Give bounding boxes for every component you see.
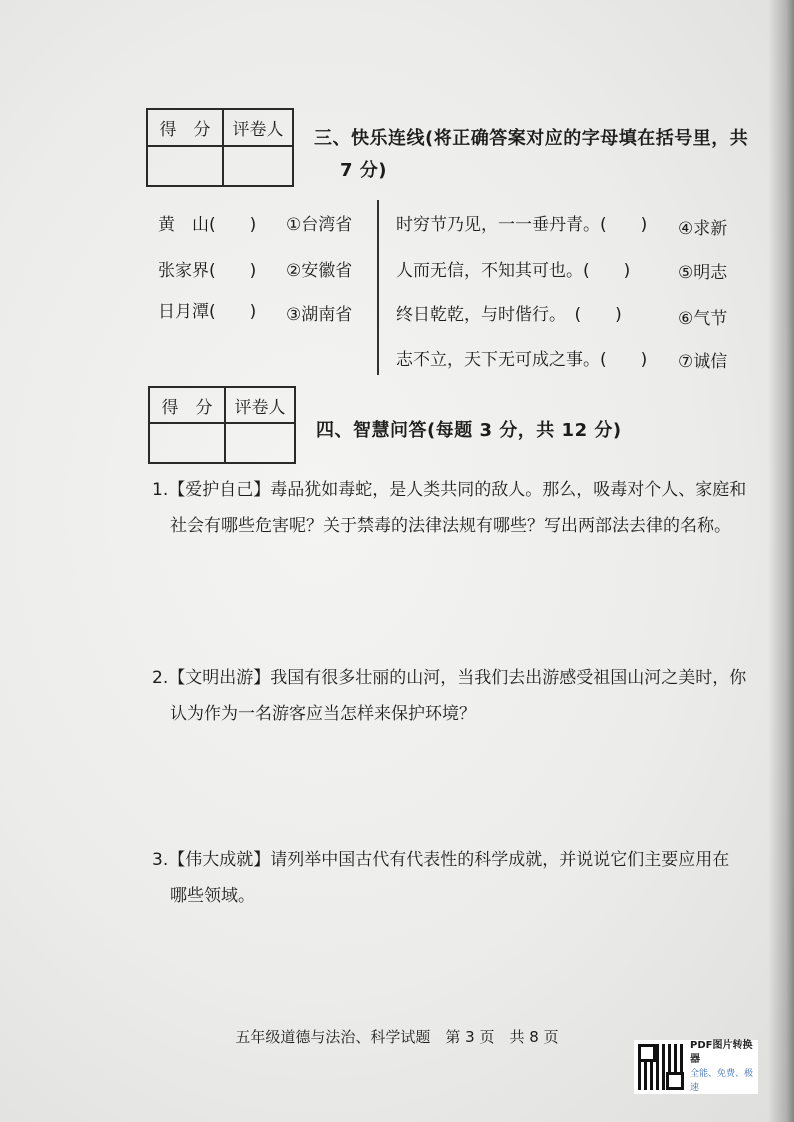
watermark-title: PDF图片转换器 — [690, 1040, 753, 1065]
score-box-section3 — [146, 108, 294, 187]
match-left-province-2: ②安徽省 — [286, 261, 353, 281]
match-left-place-2: 张家界( ) — [158, 261, 257, 281]
score-label: 得 分 — [149, 387, 225, 423]
question-3-line2: 哪些领域。 — [170, 886, 255, 906]
match-right-sentence-3: 终日乾乾，与时偕行。 ( ) — [396, 305, 622, 325]
grader-label: 评卷人 — [223, 109, 293, 146]
grader-label: 评卷人 — [225, 387, 295, 423]
question-1 — [152, 472, 752, 544]
match-left-province-1: ①台湾省 — [286, 215, 353, 235]
question-2 — [152, 660, 752, 732]
section3-title-line1: 三、快乐连线(将正确答案对应的字母填在括号里，共 — [314, 128, 749, 149]
match-right-theme-4: ⑦诚信 — [678, 352, 728, 372]
converter-watermark — [634, 1040, 758, 1094]
match-right-sentence-2: 人而无信，不知其可也。( ) — [396, 261, 631, 281]
question-2-line1: 2.【文明出游】我国有很多壮丽的山河，当我们去出游感受祖国山河之美时，你 — [152, 668, 747, 688]
answer-area-1[interactable] — [150, 545, 750, 655]
match-right-sentence-1: 时穷节乃见，一一垂丹青。( ) — [396, 215, 648, 235]
section4-title: 四、智慧问答(每题 3 分，共 12 分) — [316, 420, 622, 441]
score-box-section4 — [148, 386, 296, 464]
answer-area-3[interactable] — [150, 915, 750, 1015]
section3-title-line2: 7 分) — [340, 160, 388, 181]
answer-area-2[interactable] — [150, 735, 750, 835]
score-cell[interactable] — [149, 423, 225, 463]
question-2-line2: 认为作为一名游客应当怎样来保护环境？ — [170, 704, 476, 724]
score-cell[interactable] — [147, 146, 223, 186]
match-left-place-3: 日月潭( ) — [158, 302, 257, 322]
match-right-sentence-4: 志不立，天下无可成之事。( ) — [396, 350, 648, 370]
match-right-theme-2: ⑤明志 — [678, 263, 728, 283]
qr-code-icon — [638, 1044, 684, 1090]
page-edge-shadow — [768, 0, 794, 1122]
match-left-place-1: 黄 山( ) — [158, 215, 257, 235]
grader-cell[interactable] — [223, 146, 293, 186]
match-right-theme-1: ④求新 — [678, 219, 728, 239]
page-footer: 五年级道德与法治、科学试题 第 3 页 共 8 页 — [235, 1028, 559, 1046]
watermark-subtitle: 全能、免费、极速 — [690, 1069, 754, 1093]
question-3-line1: 3.【伟大成就】请列举中国古代有代表性的科学成就，并说说它们主要应用在 — [152, 850, 730, 870]
match-divider — [377, 200, 379, 375]
grader-cell[interactable] — [225, 423, 295, 463]
question-3 — [152, 842, 752, 914]
match-left-province-3: ③湖南省 — [286, 305, 353, 325]
question-1-line2: 社会有哪些危害呢？关于禁毒的法律法规有哪些？写出两部法去律的名称。 — [170, 516, 731, 536]
score-label: 得 分 — [147, 109, 223, 146]
match-right-theme-3: ⑥气节 — [678, 309, 728, 329]
question-1-line1: 1.【爱护自己】毒品犹如毒蛇，是人类共同的敌人。那么，吸毒对个人、家庭和 — [152, 480, 747, 500]
